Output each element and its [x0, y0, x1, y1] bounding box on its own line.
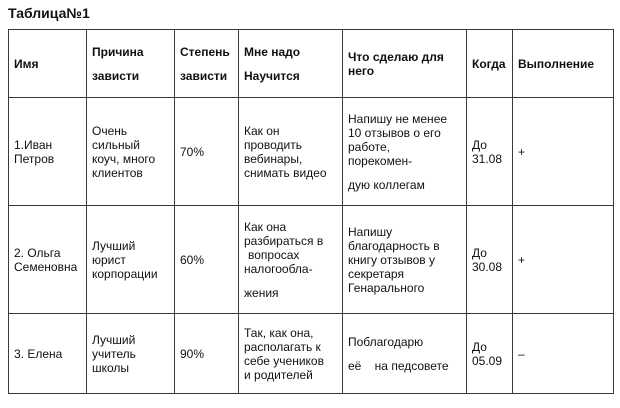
cell-when: До 05.09	[467, 314, 513, 394]
table-row	[9, 206, 614, 314]
cell-reason: Очень сильный коуч, много клиентов	[87, 98, 175, 206]
cell-when: До 31.08	[467, 98, 513, 206]
cell-done: +	[513, 98, 614, 206]
cell-name: 3. Елена	[9, 314, 87, 394]
header-when: Когда	[467, 30, 513, 98]
cell-learn: Как она разбираться в вопросах налогообла- жения	[239, 206, 343, 314]
header-reason: Причина зависти	[87, 30, 175, 98]
cell-when: До 30.08	[467, 206, 513, 314]
cell-action: Напишу благодарность в книгу отзывов у секретаря Генарального	[343, 206, 467, 314]
cell-degree: 90%	[175, 314, 239, 394]
cell-done: +	[513, 206, 614, 314]
header-action: Что сделаю для него	[343, 30, 467, 98]
cell-reason: Лучший учитель школы	[87, 314, 175, 394]
document-title: Таблица№1	[8, 5, 90, 21]
header-done: Выполнение	[513, 30, 614, 98]
cell-action: Поблагодарю её на педсовете	[343, 314, 467, 394]
cell-learn: Так, как она, располагать к себе учеников и родителей	[239, 314, 343, 394]
cell-degree: 60%	[175, 206, 239, 314]
cell-degree: 70%	[175, 98, 239, 206]
table-row	[9, 314, 614, 394]
header-row	[9, 30, 614, 98]
header-degree: Степень зависти	[175, 30, 239, 98]
envy-table	[8, 29, 614, 394]
cell-name: 2. Ольга Семеновна	[9, 206, 87, 314]
table-row	[9, 98, 614, 206]
cell-reason: Лучший юрист корпорации	[87, 206, 175, 314]
header-learn: Мне надо Научится	[239, 30, 343, 98]
cell-action: Напишу не менее 10 отзывов о его работе, порекомен- дую коллегам	[343, 98, 467, 206]
cell-done: –	[513, 314, 614, 394]
header-name: Имя	[9, 30, 87, 98]
cell-learn: Как он проводить вебинары, снимать видео	[239, 98, 343, 206]
cell-name: 1.Иван Петров	[9, 98, 87, 206]
